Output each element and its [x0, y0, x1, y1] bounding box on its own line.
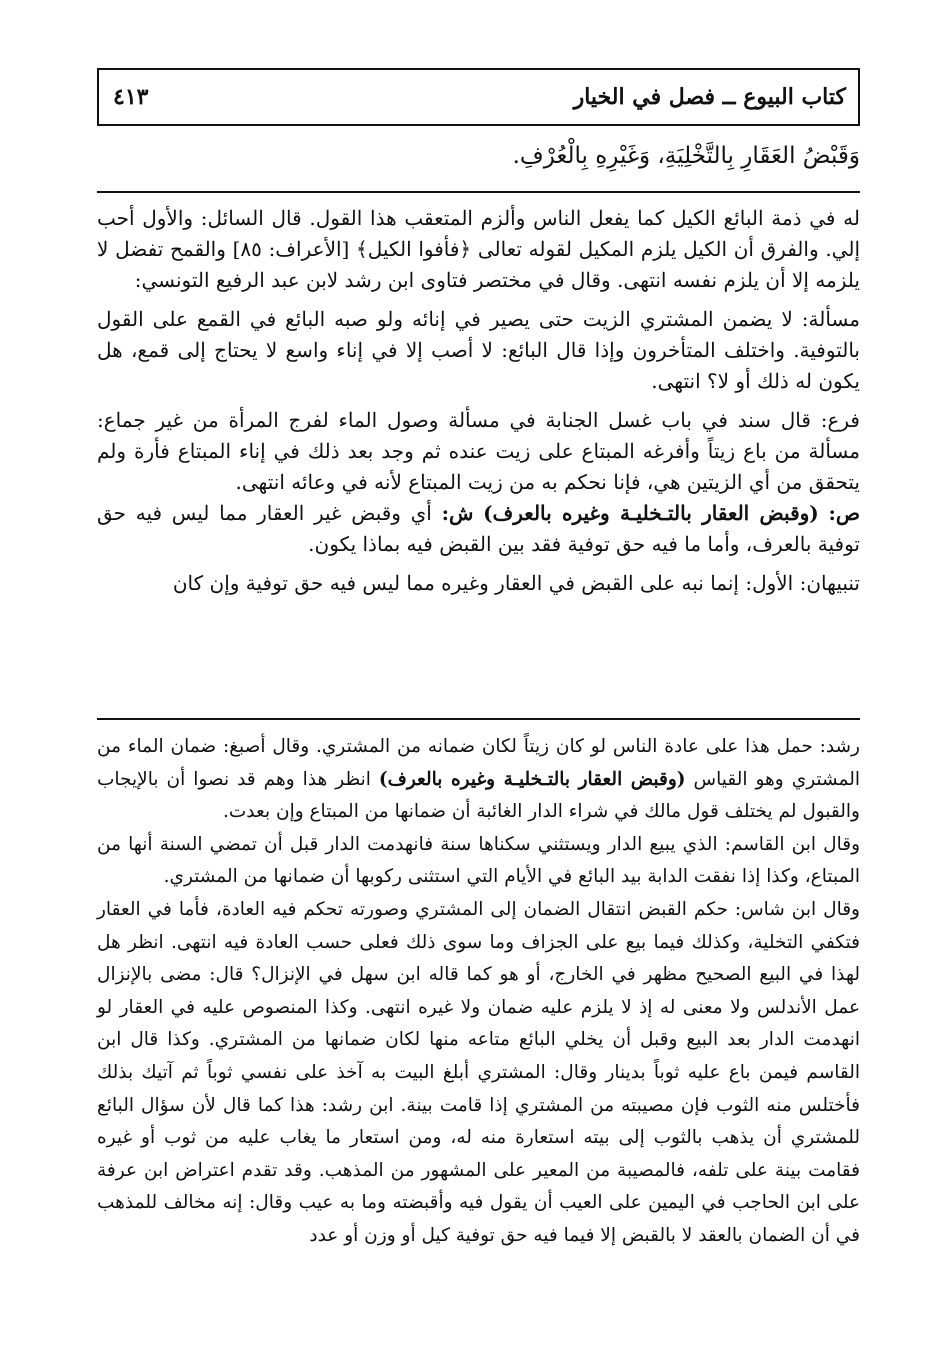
- footnote-divider: [97, 718, 860, 720]
- footnotes-section: [97, 731, 860, 1253]
- commentary-paragraph-text: فرع: قال سند في باب غسل الجنابة في مسألة وصول الماء لفرج المرأة من غير جماع: مسألة من باع زيتاً وأفرغه المبتاع على زيت عنده ثم وجد بعد ذلك في إناء المبتاع فأرة ولم يتحقق من أي الزيتين هي، فإنا نحكم به من زيت المبتاع لأنه في وعائه انتهى.: [97, 408, 860, 494]
- footnote-text: انظر هذا وهم قد نصوا أن بالإيجاب والقبول لم يختلف قول مالك في شراء الدار الغائبة أن ضمانها من المبتاع وإن بعدت.: [97, 768, 860, 823]
- footnote-text: رشد: حمل هذا على عادة الناس لو كان زيتاً لكان ضمانه من المشتري. وقال أصبغ: ضمان الماء من المشتري وهو القياس: [97, 736, 860, 790]
- footnote-paragraph: وقال ابن شاس: حكم القبض انتقال الضمان إلى المشتري وصورته تحكم فيه العادة، فأما في العقار فتكفي التخلية، وكذلك فيما بيع على الجزاف وما سوى ذلك فعلى حسب العادة فيه انتهى. انظر هل لهذا في البيع الصحيح مظهر في الخارج، أو هو كما قاله ابن سهل في الإنزال؟ قال: مضى بالإنزال عمل الأندلس ولا معنى له إذ لا يلزم عليه ضمان ولا غيره انتهى. وكذا المنصوص عليه في العقار لو انهدمت الدار بعد البيع وقبل أن يخلي البائع متاعه منها لكان ضمانها من المشتري. وكذا قال ابن القاسم فيمن باع عليه ثوباً بدينار وقال: المشتري أبلغ البيت به آخذ على نفسي ثوباً ثم آتيك بذلك فأختلس منه الثوب فإن مصيبته من المشتري إذا قامت بينة. ابن رشد: هذا كما قال لأن سؤال البائع للمشتري أن يذهب بالثوب إلى بيته استعارة منه له، ومن استعار ما يغاب عليه من ثوب أو غيره فقامت بينة على تلفه، فالمصيبة من المعير على المشهور من المذهب. وقد تقدم اعتراض ابن عرفة على ابن الحاجب في اليمين على العيب أن يقول فيه وأقبضته وما به عيب وقال: إنه مخالف للمذهب في أن الضمان بالعقد لا بالقبض إلا فيما فيه حق توفية كيل أو وزن أو عدد: [97, 898, 860, 1246]
- matn-quote: (وقبض العقار بالتـخليـة وغيره بالعرف): [483, 501, 819, 525]
- page-header: [97, 68, 860, 126]
- matn-text: وَقَبْضُ العَقَارِ بِالتَّخْلِيَةِ، وَغَيْرِهِ بِالْعُرْفِ.: [512, 143, 860, 169]
- page-number: ٤١٣: [113, 84, 149, 110]
- commentary-paragraph: تنبيهان: الأول: إنما نبه على القبض في العقار وغيره مما ليس فيه حق توفية وإن كان: [172, 571, 860, 595]
- footnote-paragraph: [97, 731, 860, 829]
- commentary-paragraph: مسألة: لا يضمن المشتري الزيت حتى يصير في إنائه ولو صبه البائع في القمع على القول بالتوفية. واختلف المتأخرون وإذا قال البائع: لا أصب إلا في إناء واسع لا يحتاج إلى قمع، هل يكون له ذلك أو لا؟ انتهى.: [97, 307, 860, 393]
- footnote-quote: (وقبض العقار بالتـخليـة وغيره بالعرف): [378, 768, 686, 790]
- commentary-paragraph-text: أي وقبض غير العقار مما ليس فيه حق توفية بالعرف، وأما ما فيه حق توفية فقد بين القبض فيه بماذا يكون.: [97, 501, 860, 556]
- footnote-paragraph: وقال ابن القاسم: الذي يبيع الدار ويستثني سكناها سنة فانهدمت الدار قبل أن تمضي السنة أنها من المبتاع، وكذا إذا نفقت الدابة بيد البائع في الأيام التي استثنى ركوبها أن ضمانها من المشتري.: [97, 833, 860, 888]
- commentary-paragraph: له في ذمة البائع الكيل كما يفعل الناس وألزم المتعقب هذا القول. قال السائل: والأول أحب إلي. والفرق أن الكيل يلزم المكيل لقوله تعالى ﴿فأفوا الكيل﴾ [الأعراف: ٨٥] والقمح تفضل لا يلزمه إلا أن يلزم نفسه انتهى. وقال في مختصر فتاوى ابن رشد لابن عبد الرفيع التونسي:: [97, 206, 860, 292]
- sad-label: ص:: [828, 501, 861, 525]
- top-divider: [97, 191, 860, 193]
- shin-label: ش:: [441, 501, 474, 525]
- commentary-body: [97, 203, 860, 599]
- commentary-paragraph: [97, 405, 860, 560]
- running-title: كتاب البيوع ــ فصل في الخيار: [573, 84, 846, 110]
